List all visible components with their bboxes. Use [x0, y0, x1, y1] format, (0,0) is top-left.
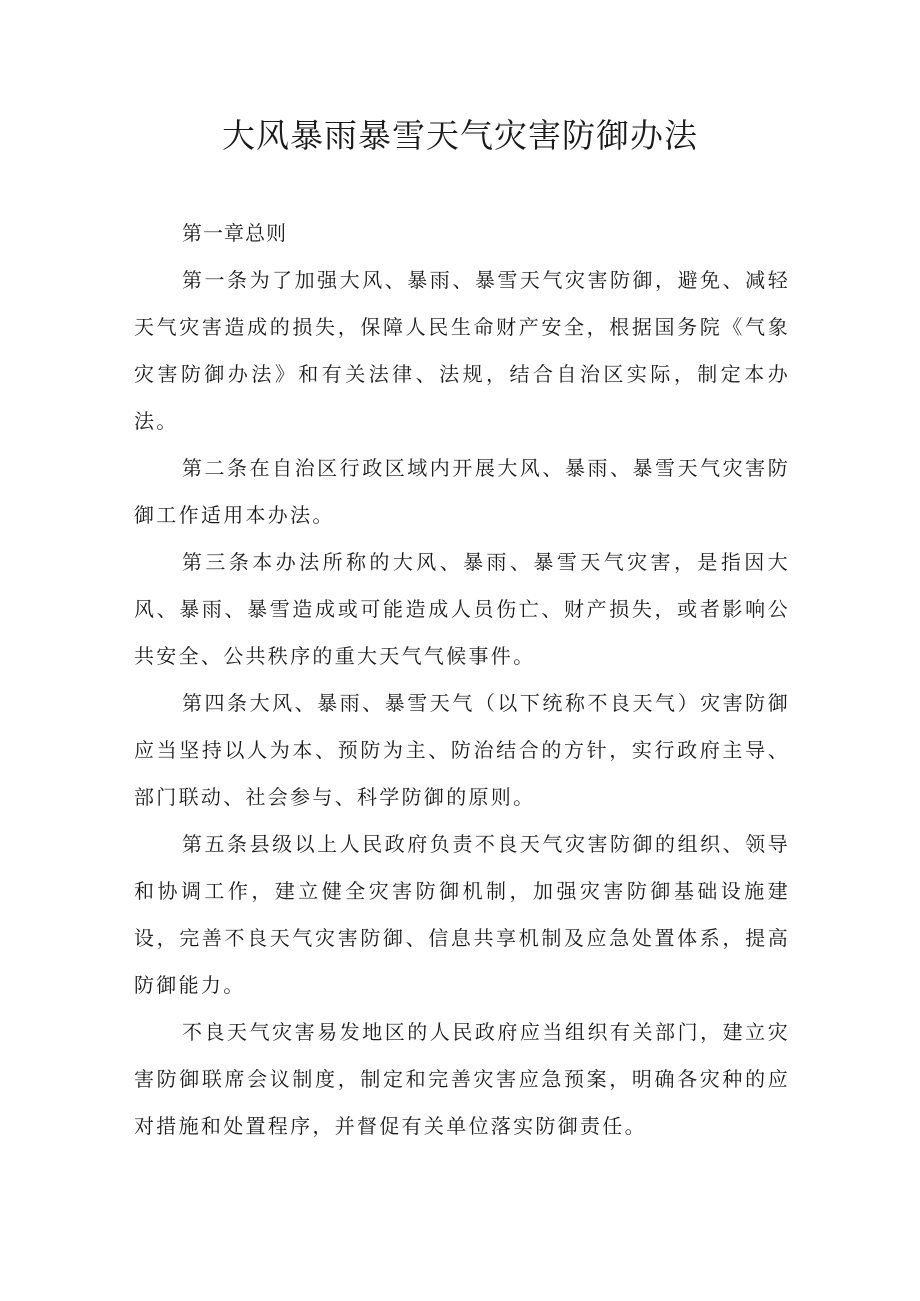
article-5-continuation-paragraph: 不良天气灾害易发地区的人民政府应当组织有关部门，建立灾害防御联席会议制度，制定和完善灾害应急预案，明确各灾种的应对措施和处置程序，并督促有关单位落实防御责任。 [134, 1020, 790, 1138]
article-1-paragraph: 第一条为了加强大风、暴雨、暴雪天气灾害防御，避免、减轻天气灾害造成的损失，保障人民生命财产安全，根据国务院《气象灾害防御办法》和有关法律、法规，结合自治区实际，制定本办法。 [134, 268, 790, 433]
article-5-paragraph: 第五条县级以上人民政府负责不良天气灾害防御的组织、领导和协调工作，建立健全灾害防御机制，加强灾害防御基础设施建设，完善不良天气灾害防御、信息共享机制及应急处置体系，提高防御能力。 [134, 832, 790, 997]
article-4-paragraph: 第四条大风、暴雨、暴雪天气（以下统称不良天气）灾害防御应当坚持以人为本、预防为主、防治结合的方针，实行政府主导、部门联动、社会参与、科学防御的原则。 [134, 691, 790, 809]
document-title: 大风暴雨暴雪天气灾害防御办法 [222, 116, 698, 155]
document-body [134, 210, 790, 1150]
article-2-paragraph: 第二条在自治区行政区域内开展大风、暴雨、暴雪天气灾害防御工作适用本办法。 [134, 456, 790, 527]
article-3-paragraph: 第三条本办法所称的大风、暴雨、暴雪天气灾害，是指因大风、暴雨、暴雪造成或可能造成人员伤亡、财产损失，或者影响公共安全、公共秩序的重大天气气候事件。 [134, 550, 790, 668]
chapter-heading: 第一章总则 [182, 221, 287, 245]
